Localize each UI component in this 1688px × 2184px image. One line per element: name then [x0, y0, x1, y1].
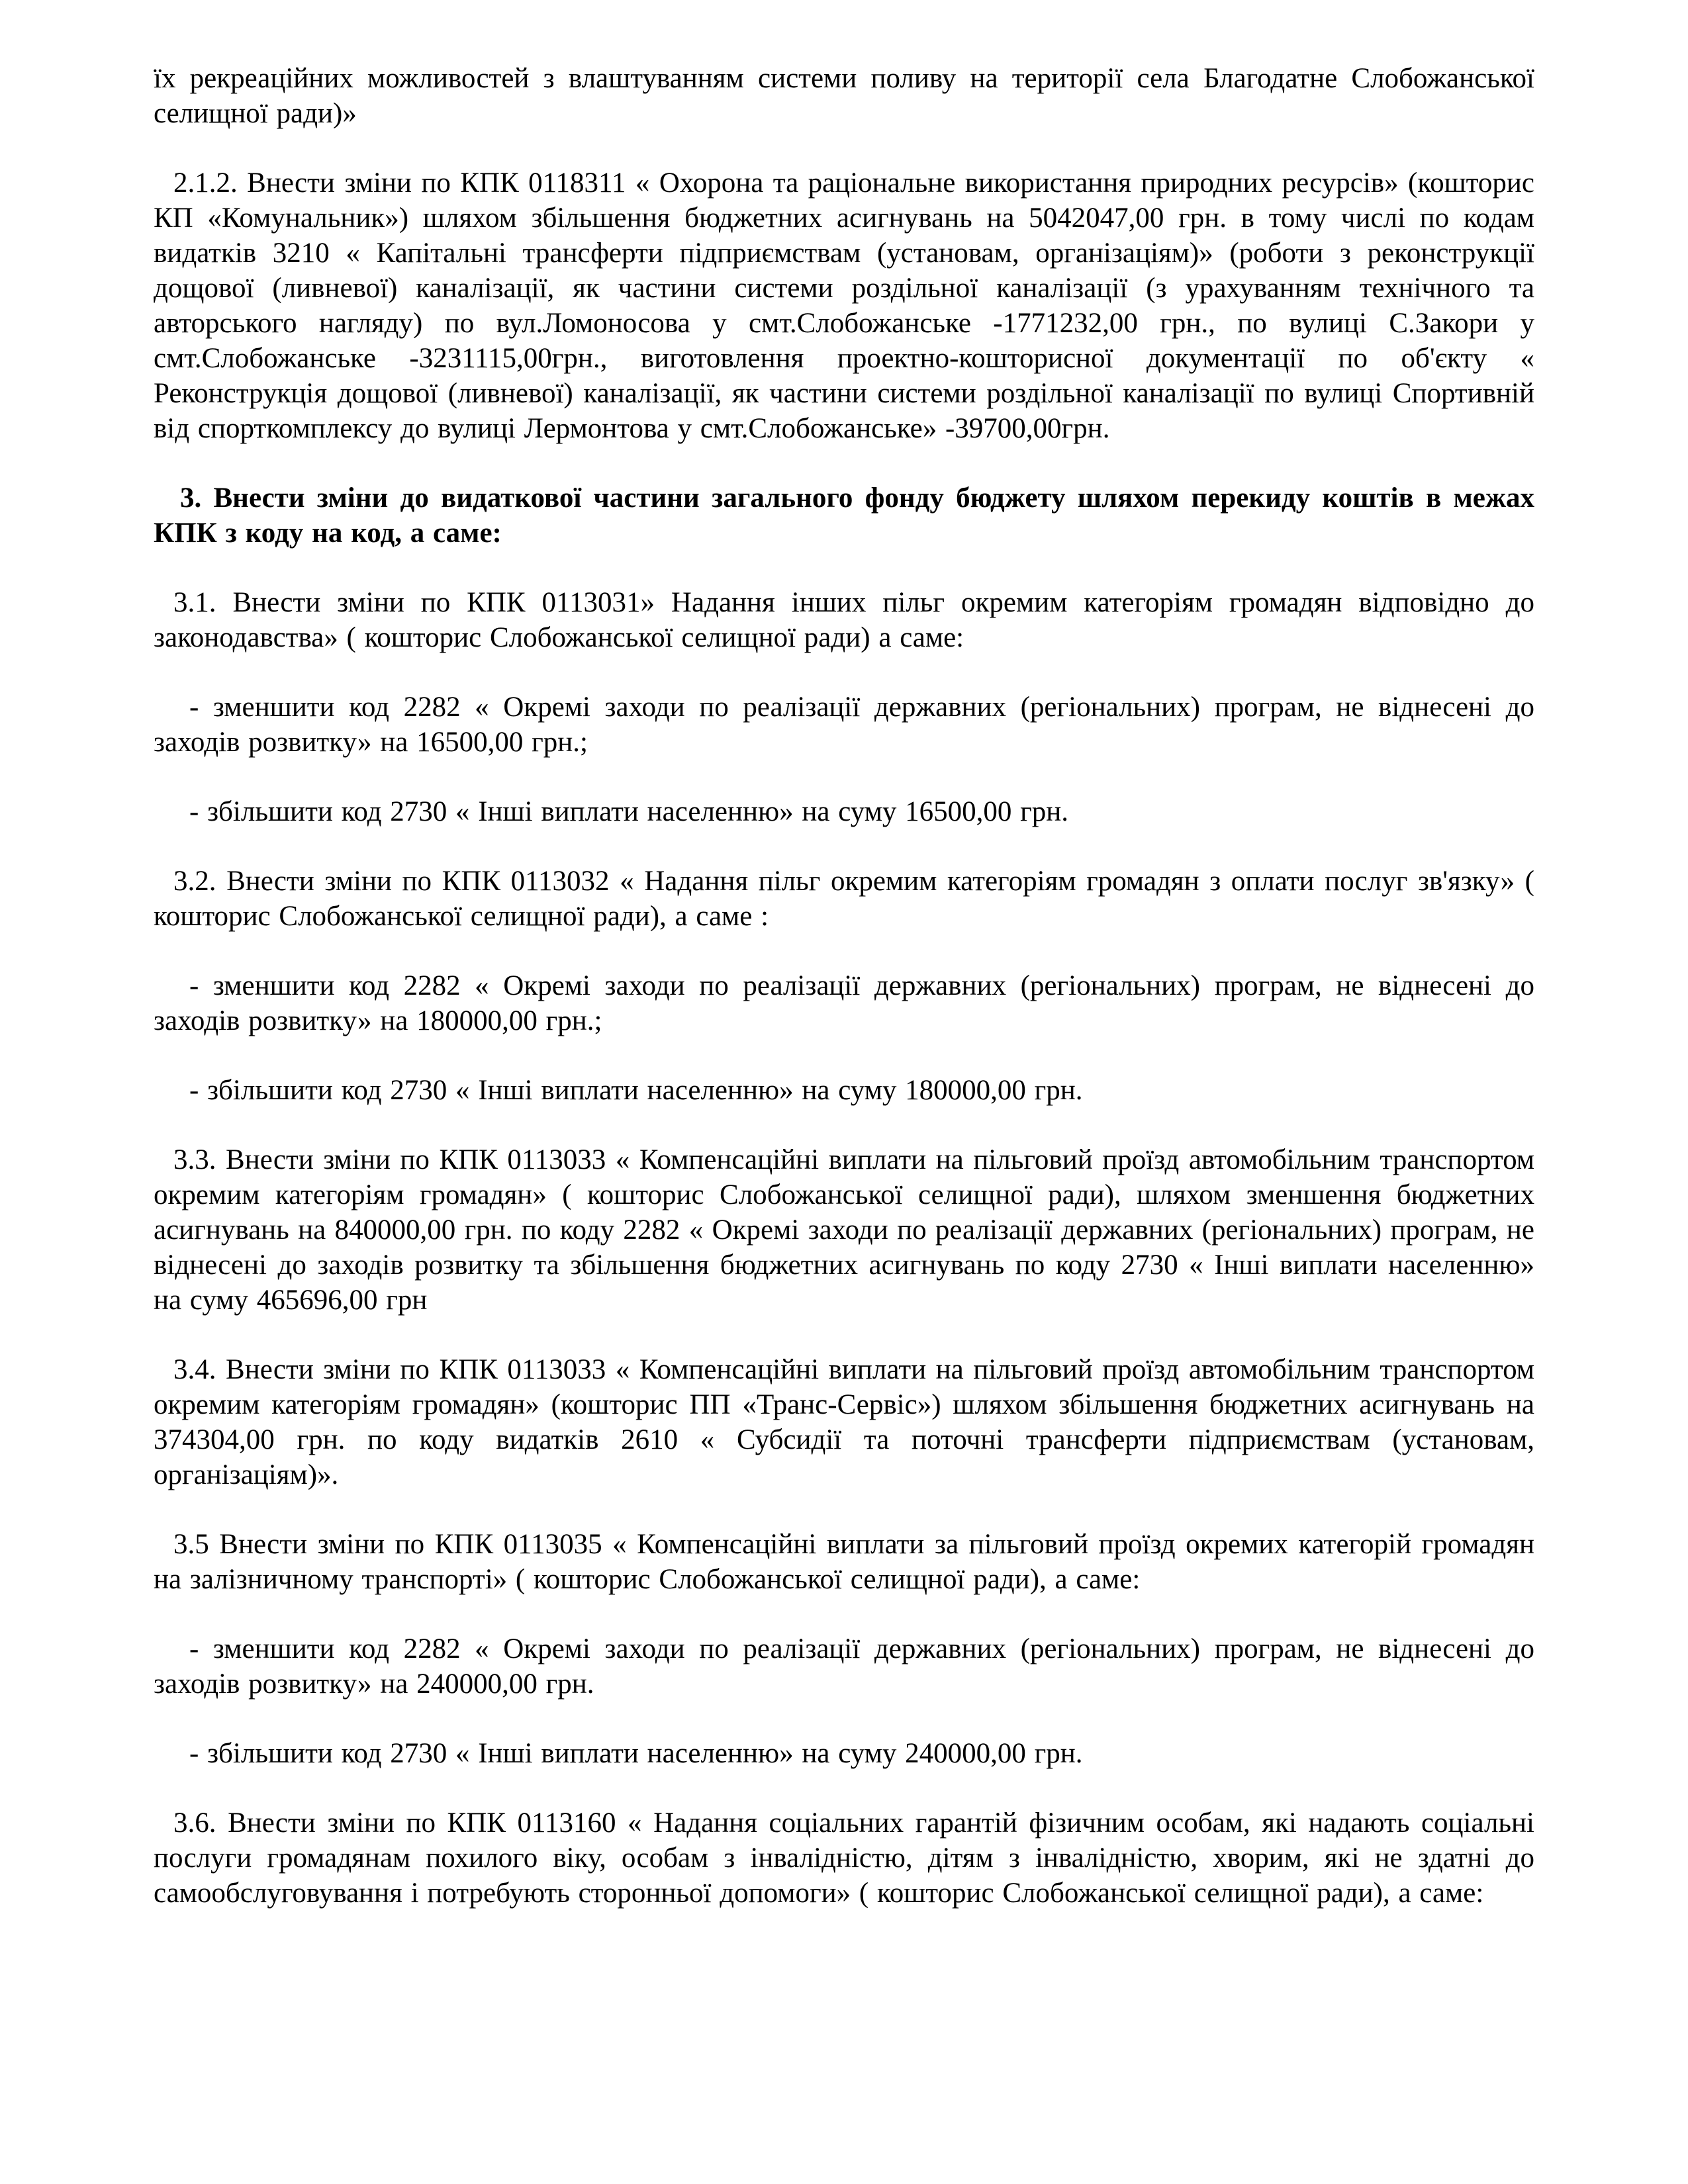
para-3-1: 3.1. Внести зміни по КПК 0113031» Надання інших пільг окремим категоріям громадян відповідно до законодавства» ( кошторис Слобожанської селищної ради) а саме:	[154, 587, 1534, 653]
para-3-6: 3.6. Внести зміни по КПК 0113160 « Надання соціальних гарантій фізичним особам, які надають соціальні послуги громадянам похилого віку, особам з інвалідністю, дітям з інвалідністю, хворим, які не здатні до самообслуговування і потребують сторонньої допомоги» ( кошторис Слобожанської селищної ради), а саме:	[154, 1807, 1534, 1909]
para-3-1-increase-item: - збільшити код 2730 « Інші виплати населенню» на суму 16500,00 грн.	[189, 796, 1069, 827]
para-3-5-decrease-item: - зменшити код 2282 « Окремі заходи по реалізації державних (регіональних) програм, не віднесені до заходів розвитку» на 240000,00 грн.	[154, 1633, 1534, 1700]
para-2-1-2: 2.1.2. Внести зміни по КПК 0118311 « Охорона та раціональне використання природних ресурсів» (кошторис КП «Комунальник») шляхом збільшення бюджетних асигнувань на 5042047,00 грн. в тому числі по кодам видатків 3210 « Капітальні трансферти підприємствам (установам, організаціям)» (роботи з реконструкції дощової (ливневої) каналізації, як частини системи роздільної каналізації (з урахуванням технічного та авторського нагляду) по вул.Ломоносова у смт.Слобожанське -1771232,00 грн., по вулиці С.Закори у смт.Слобожанське -3231115,00грн., виготовлення проектно-кошторисної документації по об'єкту « Реконструкція дощової (ливневої) каналізації, як частини системи роздільної каналізації по вулиці Спортивній від спорткомплексу до вулиці Лермонтова у смт.Слобожанське» -39700,00грн.	[154, 167, 1534, 444]
para-3-1-decrease-item: - зменшити код 2282 « Окремі заходи по реалізації державних (регіональних) програм, не віднесені до заходів розвитку» на 16500,00 грн.;	[154, 692, 1534, 758]
heading-section-3: 3. Внести зміни до видаткової частини загального фонду бюджету шляхом перекиду коштів в межах КПК з коду на код, а саме:	[154, 482, 1534, 549]
para-3-2-decrease-item: - зменшити код 2282 « Окремі заходи по реалізації державних (регіональних) програм, не віднесені до заходів розвитку» на 180000,00 грн.;	[154, 970, 1534, 1036]
para-3-2: 3.2. Внести зміни по КПК 0113032 « Надання пільг окремим категоріям громадян з оплати послуг зв'язку» ( кошторис Слобожанської селищної ради), а саме :	[154, 866, 1534, 932]
document-body	[154, 61, 1534, 1911]
para-3-4: 3.4. Внести зміни по КПК 0113033 « Компенсаційні виплати на пільговий проїзд автомобільним транспортом окремим категоріям громадян» (кошторис ПП «Транс-Сервіс») шляхом збільшення бюджетних асигнувань на 374304,00 грн. по коду видатків 2610 « Субсидії та поточні трансферти підприємствам (установам, організаціям)».	[154, 1354, 1534, 1490]
para-3-5-increase-item: - збільшити код 2730 « Інші виплати населенню» на суму 240000,00 грн.	[189, 1738, 1083, 1769]
para-continuation: їх рекреаційних можливостей з влаштуванням системи поливу на території села Благодатне Слобожанської селищної ради)»	[154, 63, 1534, 129]
para-3-2-increase-item: - збільшити код 2730 « Інші виплати населенню» на суму 180000,00 грн.	[189, 1075, 1083, 1106]
para-3-5: 3.5 Внести зміни по КПК 0113035 « Компенсаційні виплати за пільговий проїзд окремих категорій громадян на залізничному транспорті» ( кошторис Слобожанської селищної ради), а саме:	[154, 1529, 1534, 1595]
para-3-3: 3.3. Внести зміни по КПК 0113033 « Компенсаційні виплати на пільговий проїзд автомобільним транспортом окремим категоріям громадян» ( кошторис Слобожанської селищної ради), шляхом зменшення бюджетних асигнувань на 840000,00 грн. по коду 2282 « Окремі заходи по реалізації державних (регіональних) програм, не віднесені до заходів розвитку та збільшення бюджетних асигнувань по коду 2730 « Інші виплати населенню» на суму 465696,00 грн	[154, 1144, 1534, 1316]
